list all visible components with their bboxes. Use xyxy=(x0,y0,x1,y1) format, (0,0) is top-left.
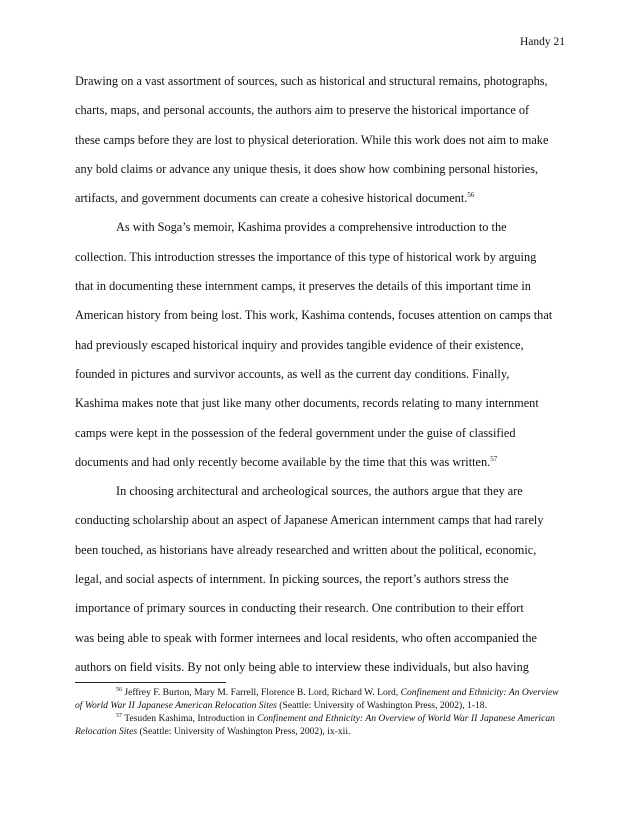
body-line: that in documenting these internment camps, it preserves the details of this important time in xyxy=(75,279,531,294)
body-line: camps were kept in the possession of the federal government under the guise of classified xyxy=(75,425,516,440)
body-line: had previously escaped historical inquiry and provides tangible evidence of their existence, xyxy=(75,337,524,352)
body-line: importance of primary sources in conducting their research. One contribution to their effort xyxy=(75,601,524,616)
body-line: documents and had only recently become available by the time that this was written.$^{57}$ xyxy=(75,454,498,469)
footnote-ref-57: 57 xyxy=(490,454,498,463)
footnote-number: 57 xyxy=(116,712,122,719)
footnote-57: $^{57}$ Tesuden Kashima, Introduction in Confinement and Ethnicity: An Overview of World War II Japanese American Relocation Sites (Seattle: University of Washington Press, 2002), ix-xii. xyxy=(75,712,555,737)
body-line: As with Soga’s memoir, Kashima provides a comprehensive introduction to the xyxy=(116,220,507,235)
body-line: any bold claims or advance any unique thesis, it does show how combining personal histories, xyxy=(75,161,539,176)
footnote-56: $^{56}$ Jeffrey F. Burton, Mary M. Farrell, Florence B. Lord, Richard W. Lord, Confinement and Ethnicity: An Overview of World War II Japanese American Relocation Sites (Seattle: University of Washington Press, 2002), 1-18. xyxy=(75,686,559,711)
body-line: American history from being lost. This work, Kashima contends, focuses attention on camps that xyxy=(75,308,553,323)
body-text xyxy=(75,67,565,682)
footnote-number: 56 xyxy=(116,686,122,693)
body-line: Kashima makes note that just like many other documents, records relating to many internment xyxy=(75,396,539,411)
body-line: charts, maps, and personal accounts, the authors aim to preserve the historical importance of xyxy=(75,103,530,118)
body-line: conducting scholarship about an aspect of Japanese American internment camps that had rarely xyxy=(75,513,544,528)
footnote-separator xyxy=(75,682,226,683)
body-line: authors on field visits. By not only being able to interview these individuals, but also having xyxy=(75,659,529,674)
body-line: artifacts, and government documents can create a cohesive historical document.$^{56}$ xyxy=(75,191,475,206)
page-header: Handy 21 xyxy=(519,36,565,48)
body-line: been touched, as historians have already researched and written about the political, economic, xyxy=(75,542,537,557)
body-line: founded in pictures and survivor accounts, as well as the current day conditions. Finally, xyxy=(75,366,510,381)
body-line: In choosing architectural and archeological sources, the authors argue that they are xyxy=(116,484,523,499)
body-line: legal, and social aspects of internment. In picking sources, the report’s authors stress the xyxy=(75,572,509,587)
body-line: Drawing on a vast assortment of sources, such as historical and structural remains, photographs, xyxy=(75,74,548,88)
body-line: these camps before they are lost to physical deterioration. While this work does not aim to make xyxy=(75,132,549,147)
body-line: collection. This introduction stresses the importance of this type of historical work by arguing xyxy=(75,249,537,264)
footnote-ref-56: 56 xyxy=(467,191,475,200)
body-line: was being able to speak with former internees and local residents, who often accompanied the xyxy=(75,630,537,645)
footnotes xyxy=(75,687,565,739)
